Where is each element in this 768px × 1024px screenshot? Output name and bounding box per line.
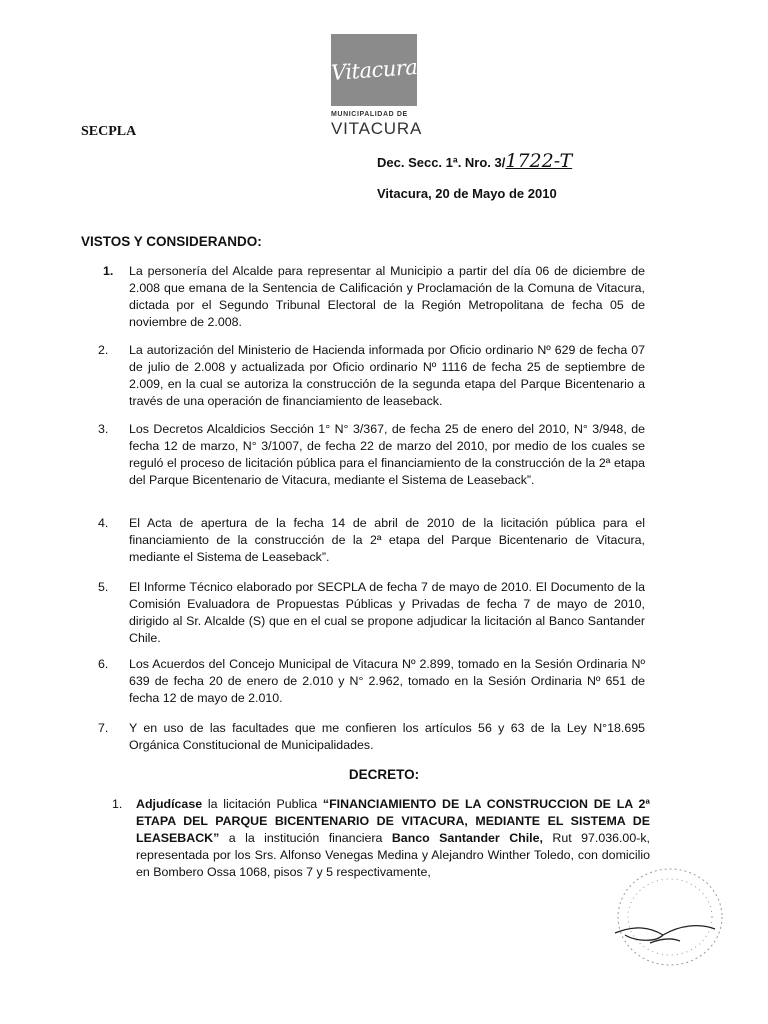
decree-number-line [377, 150, 572, 172]
awardee-name: Banco Santander Chile, [391, 831, 543, 845]
item-number: 3. [98, 422, 109, 436]
tender-name: “FINANCIAMIENTO DE LA CONSTRUCCION DE LA 2ª ETAPA DEL PARQUE BICENTENARIO DE VITACURA, MEDIANTE EL SISTEMA DE LEASEBACK” [136, 797, 650, 845]
item-number: 1. [103, 264, 114, 278]
considerando-item [98, 342, 645, 410]
item-text: Y en uso de las facultades que me confieren los artículos 56 y 63 de la Ley N°18.695 Orgánica Constitucional de Municipalidades. [129, 721, 645, 752]
decree-number-handwritten: 1722-T [505, 150, 573, 172]
decreto-title: DECRETO: [348, 767, 420, 782]
item-number: 6. [98, 657, 109, 671]
considerando-item [98, 656, 645, 707]
decreto-text-part: Rut 97.036.00-k, representada por los Srs. Alfonso Venegas Medina y Alejandro Winther Toledo, con domicilio en Bombero Ossa 1068, pisos 7 y 5 respectivamente, [136, 831, 650, 879]
considerando-item [98, 720, 645, 754]
decreto-item-number: 1. [112, 797, 123, 811]
considerando-item [98, 421, 645, 489]
considerando-item [98, 515, 645, 566]
item-text: La personería del Alcalde para representar al Municipio a partir del día 06 de diciembre de 2.008 que emana de la Sentencia de Calificación y Proclamación de la Comuna de Vitacura, dictada por el Segundo Tribunal Electoral de la Región Metropolitana de fecha 05 de noviembre de 2.008. [129, 264, 645, 329]
department-label: SECPLA [81, 124, 137, 139]
item-text: El Informe Técnico elaborado por SECPLA de fecha 7 de mayo de 2010. El Documento de la Comisión Evaluadora de Propuestas Públicas y Privadas de fecha 7 de mayo de 2010, dirigido al Sr. Alcalde (S) que en el cual se propone adjudicar la licitación al Banco Santander Chile. [129, 580, 645, 645]
item-text: El Acta de apertura de la fecha 14 de abril de 2010 de la licitación pública para el financiamiento de la construcción de la 2ª etapa del Parque Bicentenario de Vitacura, mediante el Sistema de Leaseback”. [129, 516, 645, 564]
item-text: Los Acuerdos del Concejo Municipal de Vitacura Nº 2.899, tomado en la Sesión Ordinaria Nº 639 de fecha 20 de enero de 2.010 y N° 2.962, tomado en la Sesión Ordinaria Nº 651 de fecha 12 de mayo de 2.010. [129, 657, 645, 705]
decreto-text-part: la licitación Publica [202, 797, 323, 811]
item-number: 2. [98, 343, 109, 357]
logo-script-text: Vitacura [330, 55, 418, 85]
logo-subtitle: MUNICIPALIDAD DE [331, 111, 408, 118]
decree-prefix: Dec. Secc. 1ª. Nro. 3/ [377, 155, 506, 170]
considerando-item [98, 263, 645, 331]
municipality-logo [331, 34, 417, 106]
item-text: La autorización del Ministerio de Hacienda informada por Oficio ordinario Nº 629 de fecha 07 de julio de 2.008 y actualizada por Oficio ordinario Nº 1116 de fecha 25 de septiembre de 2.009, en la cual se autoriza la construcción de la segunda etapa del Parque Bicentenario a través de una operación de financiamiento de leaseback. [129, 343, 645, 408]
decreto-lead-verb: Adjudícase [136, 797, 203, 811]
signature-stamp-icon [555, 855, 730, 980]
decreto-text-part: a la institución financiera [219, 831, 392, 845]
item-number: 5. [98, 580, 109, 594]
vistos-title: VISTOS Y CONSIDERANDO: [81, 234, 262, 249]
logo-city: VITACURA [331, 119, 423, 138]
item-number: 4. [98, 516, 109, 530]
item-number: 7. [98, 721, 109, 735]
considerando-item [98, 579, 645, 647]
item-text: Los Decretos Alcaldicios Sección 1° N° 3/367, de fecha 25 de enero del 2010, N° 3/948, de fecha 12 de marzo, N° 3/1007, de fecha 22 de marzo del 2010, por medio de los cuales se reguló el proceso de licitación pública para el financiamiento de la construcción de la 2ª etapa del Parque Bicentenario de Vitacura, mediante el Sistema de Leaseback”. [129, 422, 645, 487]
date-line: Vitacura, 20 de Mayo de 2010 [377, 186, 557, 201]
